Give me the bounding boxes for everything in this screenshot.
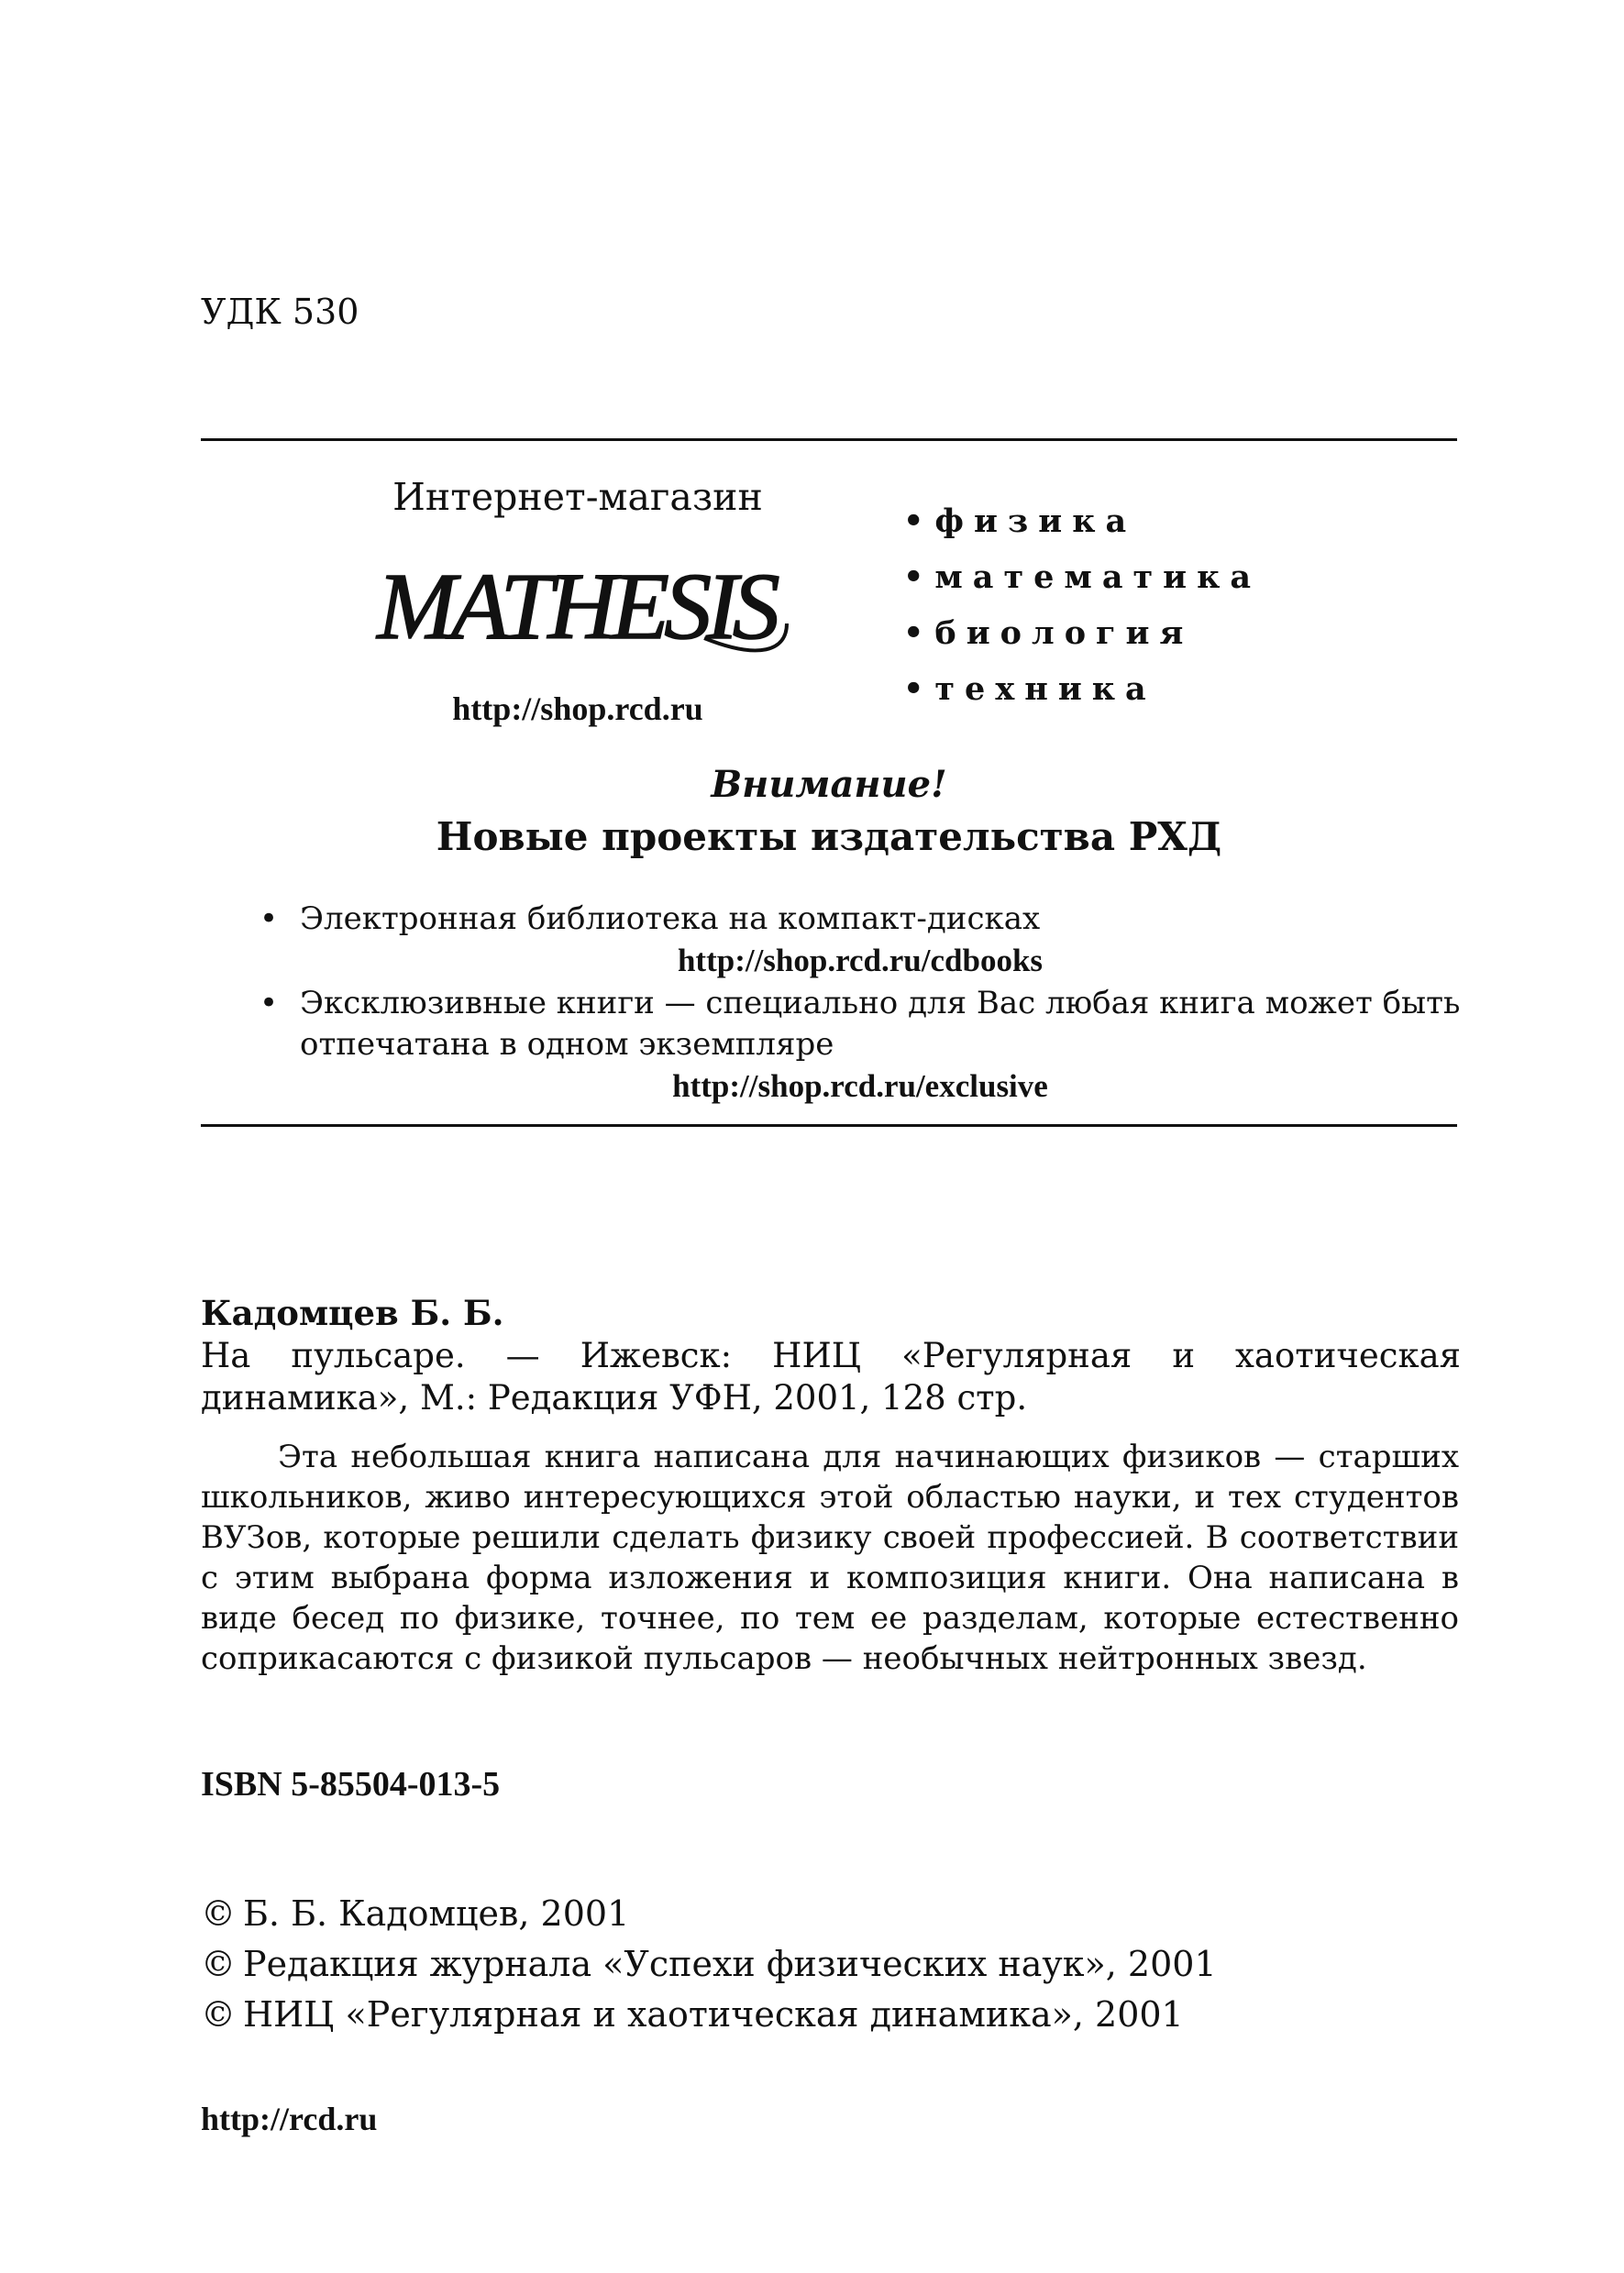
shop-label: Интернет-магазин xyxy=(392,475,763,519)
copyright-line: © Б. Б. Кадомцев, 2001 xyxy=(201,1893,630,1934)
udk-code: УДК 530 xyxy=(201,292,359,332)
project-text: Электронная библиотека на компакт-дисках xyxy=(300,900,1041,937)
project-item xyxy=(260,983,1461,1107)
publisher-site-link[interactable]: http://rcd.ru xyxy=(201,2101,378,2137)
bullet: • xyxy=(260,900,279,937)
bullet: • xyxy=(260,985,279,1021)
project-url-link[interactable]: http://shop.rcd.ru/exclusive xyxy=(672,1068,1048,1104)
subject-item: • биология xyxy=(903,614,1194,652)
top-divider xyxy=(201,438,1457,441)
subject-item: • техника xyxy=(903,670,1156,708)
attention-heading: Внимание! xyxy=(711,763,947,806)
copyright-list xyxy=(201,1889,1217,2040)
book-abstract: Эта небольшая книга написана для начинающих физиков — старших школьников, живо интересующихся этой областью науки, и тех студентов ВУЗов, которые решили сделать физику своей профессией. В соответствии с этим выбрана форма изложения и композиция книги. Она написана в виде бесед по физике, точнее, по тем ее разделам, которые естественно соприкасаются с физикой пульсаров — необычных нейтронных звезд. xyxy=(201,1439,1459,1677)
copyright-icon: © xyxy=(201,1893,236,1934)
copyright-line: © НИЦ «Регулярная и хаотическая динамика», 2001 xyxy=(201,1994,1184,2035)
project-item xyxy=(260,899,1461,981)
project-url-link[interactable]: http://shop.rcd.ru/cdbooks xyxy=(677,943,1044,978)
subject-item: • физика xyxy=(903,502,1137,540)
project-text: Эксклюзивные книги — специально для Вас любая книга может быть отпечатана в одном экземпляре xyxy=(300,985,1461,1063)
projects-title: Новые проекты издательства РХД xyxy=(436,814,1222,859)
shop-url-link[interactable]: http://shop.rcd.ru xyxy=(452,690,703,727)
copyright-icon: © xyxy=(201,1994,236,2035)
book-author: Кадомцев Б. Б. xyxy=(201,1293,504,1333)
bottom-divider xyxy=(201,1124,1457,1127)
bibliographic-record: На пульсаре. — Ижевск: НИЦ «Регулярная и хаотическая динамика», М.: Редакция УФН, 2001, 128 стр. xyxy=(201,1336,1461,1418)
subject-item: • математика xyxy=(903,558,1262,596)
logo-wordmark: MATHESIS xyxy=(377,554,775,659)
subject-list xyxy=(903,502,1261,726)
copyright-icon: © xyxy=(201,1944,236,1984)
mathesis-logo xyxy=(356,550,796,679)
copyright-line: © Редакция журнала «Успехи физических наук», 2001 xyxy=(201,1944,1217,1984)
isbn: ISBN 5-85504-013-5 xyxy=(201,1765,501,1804)
